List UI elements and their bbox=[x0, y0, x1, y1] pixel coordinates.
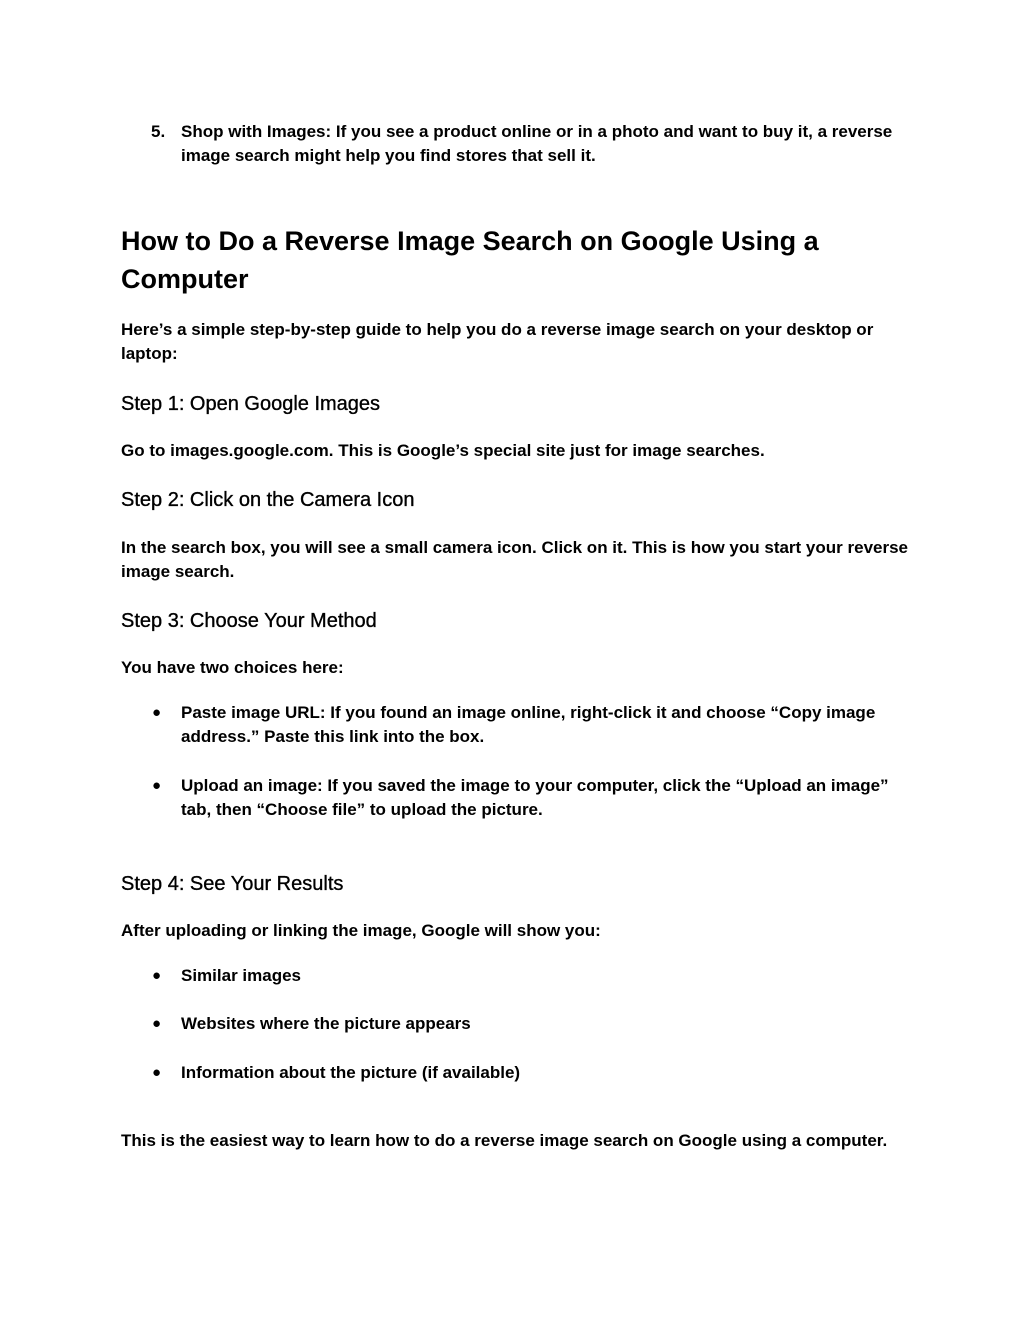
step2-heading: Step 2: Click on the Camera Icon bbox=[121, 489, 415, 511]
step1-heading: Step 1: Open Google Images bbox=[121, 393, 381, 415]
bullet-text: Paste image URL: If you found an image online, right-click it and choose “Copy image address.” Paste this link into the box. bbox=[181, 703, 876, 746]
step4-text: After uploading or linking the image, Google will show you: bbox=[121, 921, 601, 940]
step2-text: In the search box, you will see a small camera icon. Click on it. This is how you start your reverse image search. bbox=[121, 538, 908, 581]
bullet-icon: ● bbox=[152, 1015, 162, 1032]
list-item bbox=[121, 1061, 911, 1085]
bullet-text: Similar images bbox=[181, 966, 302, 985]
conclusion-paragraph: This is the easiest way to learn how to do a reverse image search on Google using a computer. bbox=[121, 1131, 888, 1150]
bullet-text: Information about the picture (if available) bbox=[181, 1063, 521, 1082]
bullet-icon: ● bbox=[152, 967, 162, 984]
bullet-icon: ● bbox=[152, 1064, 162, 1081]
list-item-5 bbox=[121, 120, 911, 168]
step4-heading: Step 4: See Your Results bbox=[121, 873, 344, 895]
list-item bbox=[121, 774, 911, 822]
step3-text: You have two choices here: bbox=[121, 658, 344, 677]
list-item-text: Shop with Images: If you see a product online or in a photo and want to buy it, a reverse image search might help you find stores that sell it. bbox=[181, 122, 893, 165]
list-number: 5. bbox=[151, 122, 166, 141]
intro-paragraph: Here’s a simple step-by-step guide to help you do a reverse image search on your desktop or laptop: bbox=[121, 320, 874, 363]
bullet-icon: ● bbox=[152, 704, 162, 721]
list-item bbox=[121, 1012, 911, 1036]
list-item bbox=[121, 701, 911, 749]
step1-text: Go to images.google.com. This is Google’s special site just for image searches. bbox=[121, 441, 765, 460]
bullet-icon: ● bbox=[152, 777, 162, 794]
step3-heading: Step 3: Choose Your Method bbox=[121, 610, 377, 632]
list-item bbox=[121, 964, 911, 988]
bullet-text: Upload an image: If you saved the image to your computer, click the “Upload an image” tab, then “Choose file” to upload the picture. bbox=[181, 776, 889, 819]
main-heading: How to Do a Reverse Image Search on Google Using a Computer bbox=[121, 226, 819, 294]
bullet-text: Websites where the picture appears bbox=[181, 1014, 471, 1033]
